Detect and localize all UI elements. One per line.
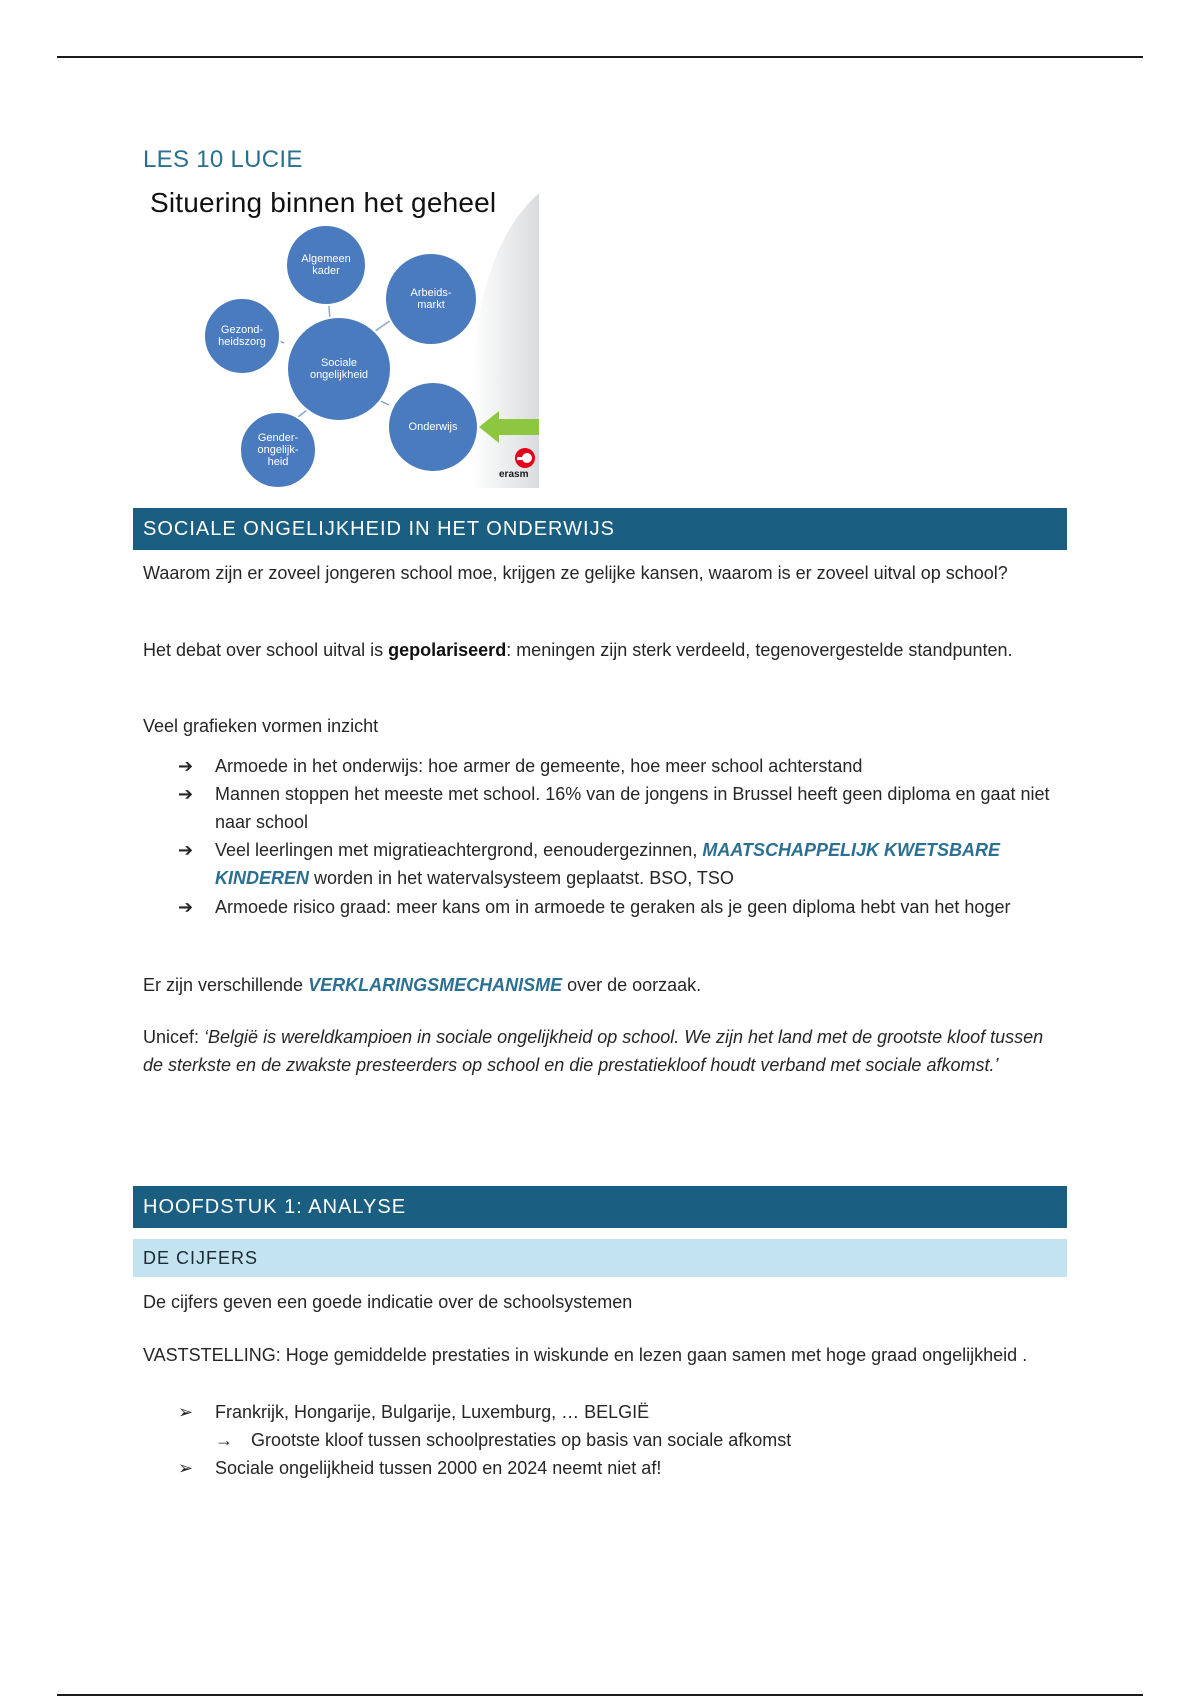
arrow-bullet-icon: ➔ [178,897,194,917]
slide-title: Situering binnen het geheel [150,187,497,218]
list-item: ➢ Sociale ongelijkheid tussen 2000 en 2024 neemt niet af! [178,1454,1058,1482]
paragraph-verklaring: Er zijn verschillende VERKLARINGSMECHANISME over de oorzaak. [143,975,702,995]
erasmus-logo-icon [515,448,535,468]
bold-gepolariseerd: gepolariseerd [388,640,507,660]
list-item: ➔ Armoede risico graad: meer kans om in armoede te geraken als je geen diploma hebt van het hoger [178,893,1058,921]
logo-text: erasm [499,469,529,480]
node-label-sociale-ongelijkheid: Sociale ongelijkheid [309,357,369,381]
footer-rule [57,1694,1143,1696]
chevron-bullet-icon: ➢ [178,1458,194,1478]
situering-diagram [143,183,539,488]
paragraph-debat: Het debat over school uitval is gepolariseerd: meningen zijn sterk verdeeld, tegenovergestelde standpunten. [143,640,1013,660]
arrow-bullet-icon: ➔ [178,756,194,776]
list-item: ➔ Armoede in het onderwijs: hoe armer de gemeente, hoe meer school achterstand [178,752,1058,780]
list-item: → Grootste kloof tussen schoolprestaties op basis van sociale afkomst [215,1426,1055,1454]
paragraph-grafieken: Veel grafieken vormen inzicht [143,716,379,736]
node-label-onderwijs: Onderwijs [408,421,458,433]
node-label-arbeidsmarkt: Arbeids- markt [410,287,452,311]
slide-swoosh [471,193,539,488]
paragraph-cijfers: De cijfers geven een goede indicatie over de schoolsystemen [143,1292,633,1312]
paragraph-unicef-quote: Unicef: ‘België is wereldkampioen in sociale ongelijkheid op school. We zijn het land met de grootste kloof tussen de sterkste en de zwakste presteerders op school en die prestatiekloof houdt verband met sociale afkomst.’ [143,1027,1044,1075]
chevron-bullet-icon: ➢ [178,1402,194,1422]
section-heading-hoofdstuk-1: HOOFDSTUK 1: ANALYSE [133,1186,1067,1228]
section-heading-sociale-ongelijkheid: SOCIALE ONGELIJKHEID IN HET ONDERWIJS [133,508,1067,550]
highlight-verklaringsmechanisme: VERKLARINGSMECHANISME [308,975,563,995]
list-item: ➔ Veel leerlingen met migratieachtergrond, eenoudergezinnen, MAATSCHAPPELIJK KWETSBARE KINDEREN worden in het watervalsysteem geplaatst. BSO, TSO [178,836,1058,892]
arrow-bullet-icon: ➔ [178,840,194,860]
subheading-de-cijfers: DE CIJFERS [133,1239,1067,1277]
header-rule [57,56,1143,58]
paragraph-vaststelling: VASTSTELLING: Hoge gemiddelde prestaties in wiskunde en lezen gaan samen met hoge graad ongelijkheid . [143,1345,1028,1365]
node-label-genderongelijkheid: Gender- ongelijk- heid [257,432,299,468]
node-label-algemeen-kader: Algemeen kader [301,253,351,277]
list-item: ➔ Mannen stoppen het meeste met school. 16% van de jongens in Brussel heeft geen diploma en gaat niet naar school [178,780,1058,836]
document-title: LES 10 LUCIE [143,146,303,173]
paragraph-intro: Waarom zijn er zoveel jongeren school moe, krijgen ze gelijke kansen, waarom is er zoveel uitval op school? [143,563,1008,583]
list-item: ➢ Frankrijk, Hongarije, Bulgarije, Luxemburg, … BELGIË [178,1398,1058,1426]
node-label-gezondheidszorg: Gezond- heidszorg [218,324,266,348]
arrow-right-icon: → [215,1430,233,1450]
arrow-bullet-icon: ➔ [178,784,194,804]
slide-image [143,183,539,488]
highlight-kwetsbare-kinderen: MAATSCHAPPELIJK KWETSBARE KINDEREN [215,840,1001,888]
